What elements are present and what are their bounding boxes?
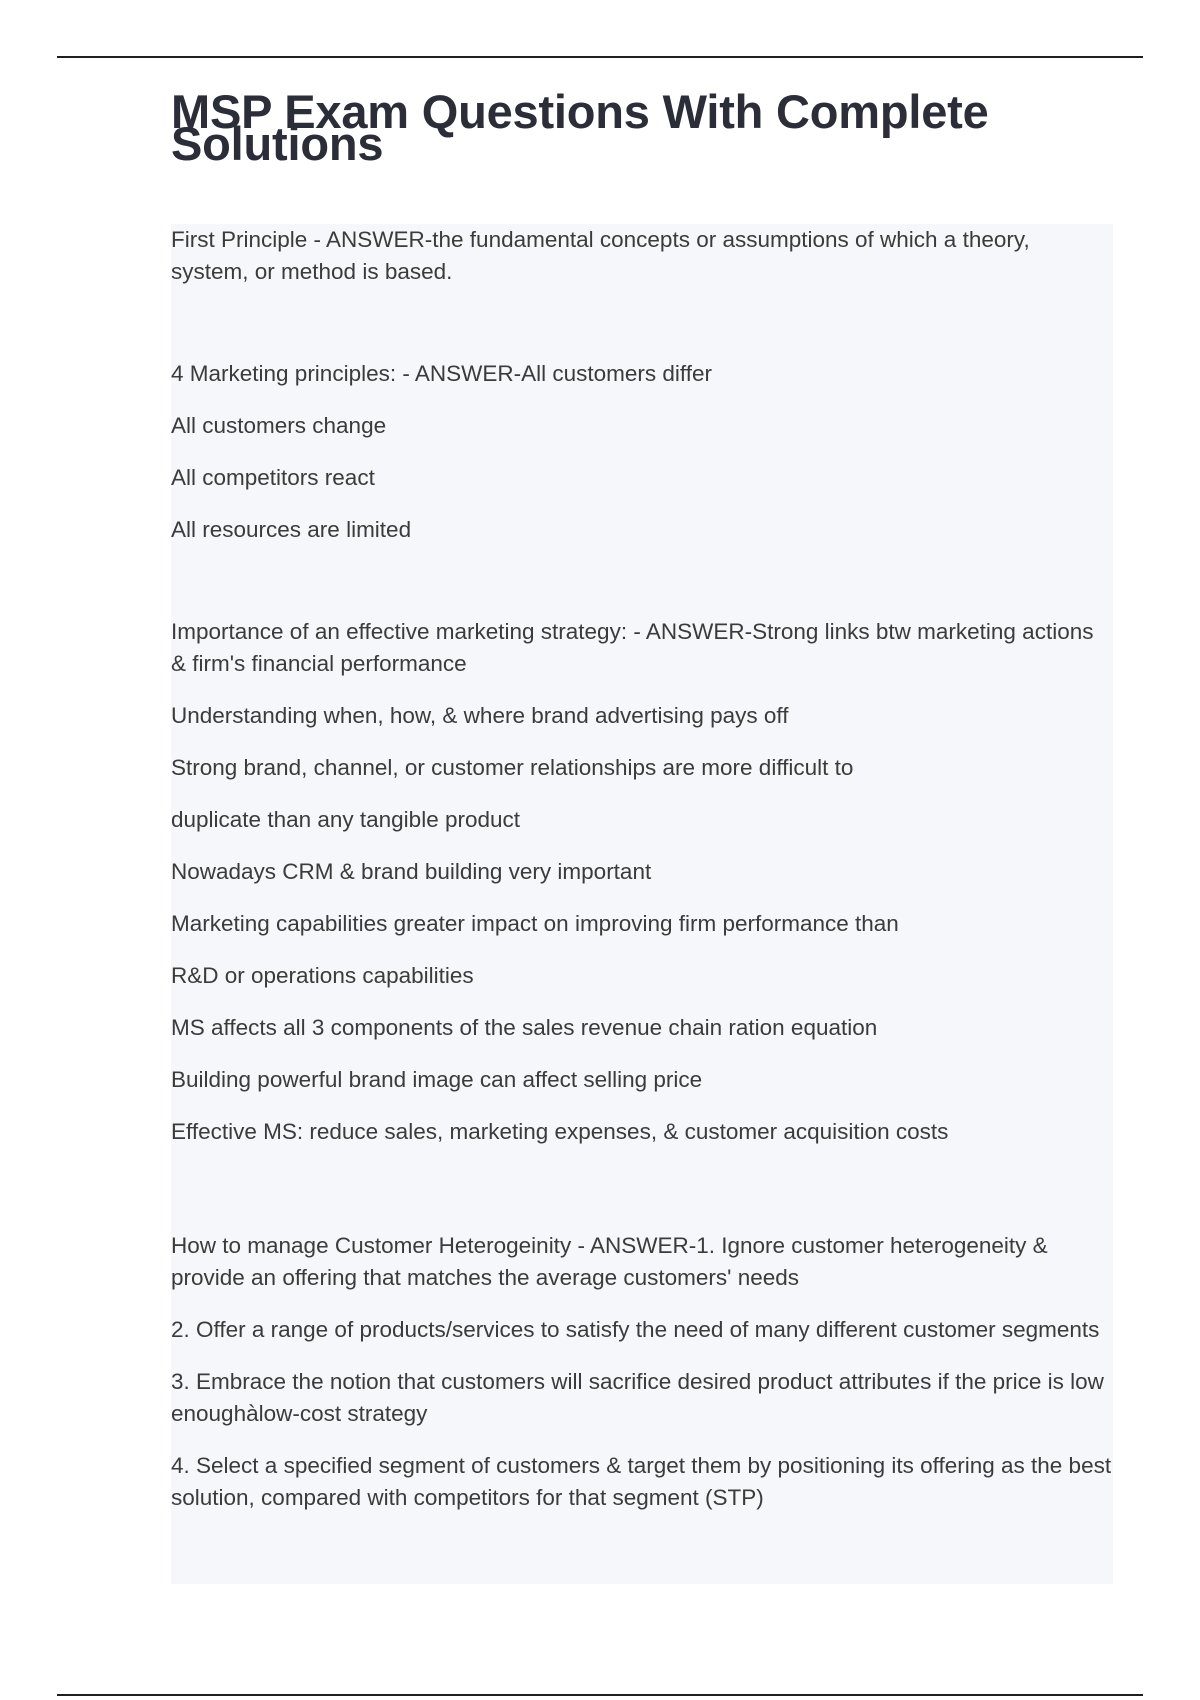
qa-item-customer-heterogeneity [171, 1230, 1113, 1514]
qa-line: First Principle - ANSWER-the fundamental concepts or assumptions of which a theory, system, or method is based. [171, 227, 1030, 284]
qa-line: Strong brand, channel, or customer relationships are more difficult to [171, 755, 854, 780]
qa-line: duplicate than any tangible product [171, 807, 521, 832]
top-rule [57, 56, 1143, 58]
qa-line: All competitors react [171, 465, 375, 490]
qa-line: All customers change [171, 413, 387, 438]
qa-line: How to manage Customer Heterogeinity - ANSWER-1. Ignore customer heterogeneity & provide an offering that matches the average customers' needs [171, 1233, 1048, 1290]
qa-line: 4. Select a specified segment of customers & target them by positioning its offering as the best solution, compared with competitors for that segment (STP) [171, 1453, 1112, 1510]
qa-line: 4 Marketing principles: - ANSWER-All customers differ [171, 361, 712, 386]
qa-line: All resources are limited [171, 517, 412, 542]
qa-item-marketing-principles [171, 358, 1113, 546]
qa-line: Nowadays CRM & brand building very important [171, 859, 652, 884]
qa-line: 3. Embrace the notion that customers will sacrifice desired product attributes if the price is low enoughàlow-cost strategy [171, 1369, 1104, 1426]
qa-line: Understanding when, how, & where brand advertising pays off [171, 703, 789, 728]
qa-line: Building powerful brand image can affect selling price [171, 1067, 703, 1092]
qa-item-first-principle [171, 224, 1113, 288]
bottom-rule [57, 1694, 1143, 1696]
page-title: MSP Exam Questions With Complete Solutions [171, 85, 989, 170]
qa-line: 2. Offer a range of products/services to satisfy the need of many different customer segments [171, 1317, 1100, 1342]
qa-line: Marketing capabilities greater impact on improving firm performance than [171, 911, 899, 936]
qa-line: R&D or operations capabilities [171, 963, 474, 988]
document-body [171, 224, 1113, 1584]
qa-item-marketing-strategy [171, 616, 1113, 1148]
qa-line: Importance of an effective marketing strategy: - ANSWER-Strong links btw marketing actions & firm's financial performance [171, 619, 1094, 676]
qa-line: MS affects all 3 components of the sales revenue chain ration equation [171, 1015, 878, 1040]
qa-line: Effective MS: reduce sales, marketing expenses, & customer acquisition costs [171, 1119, 949, 1144]
